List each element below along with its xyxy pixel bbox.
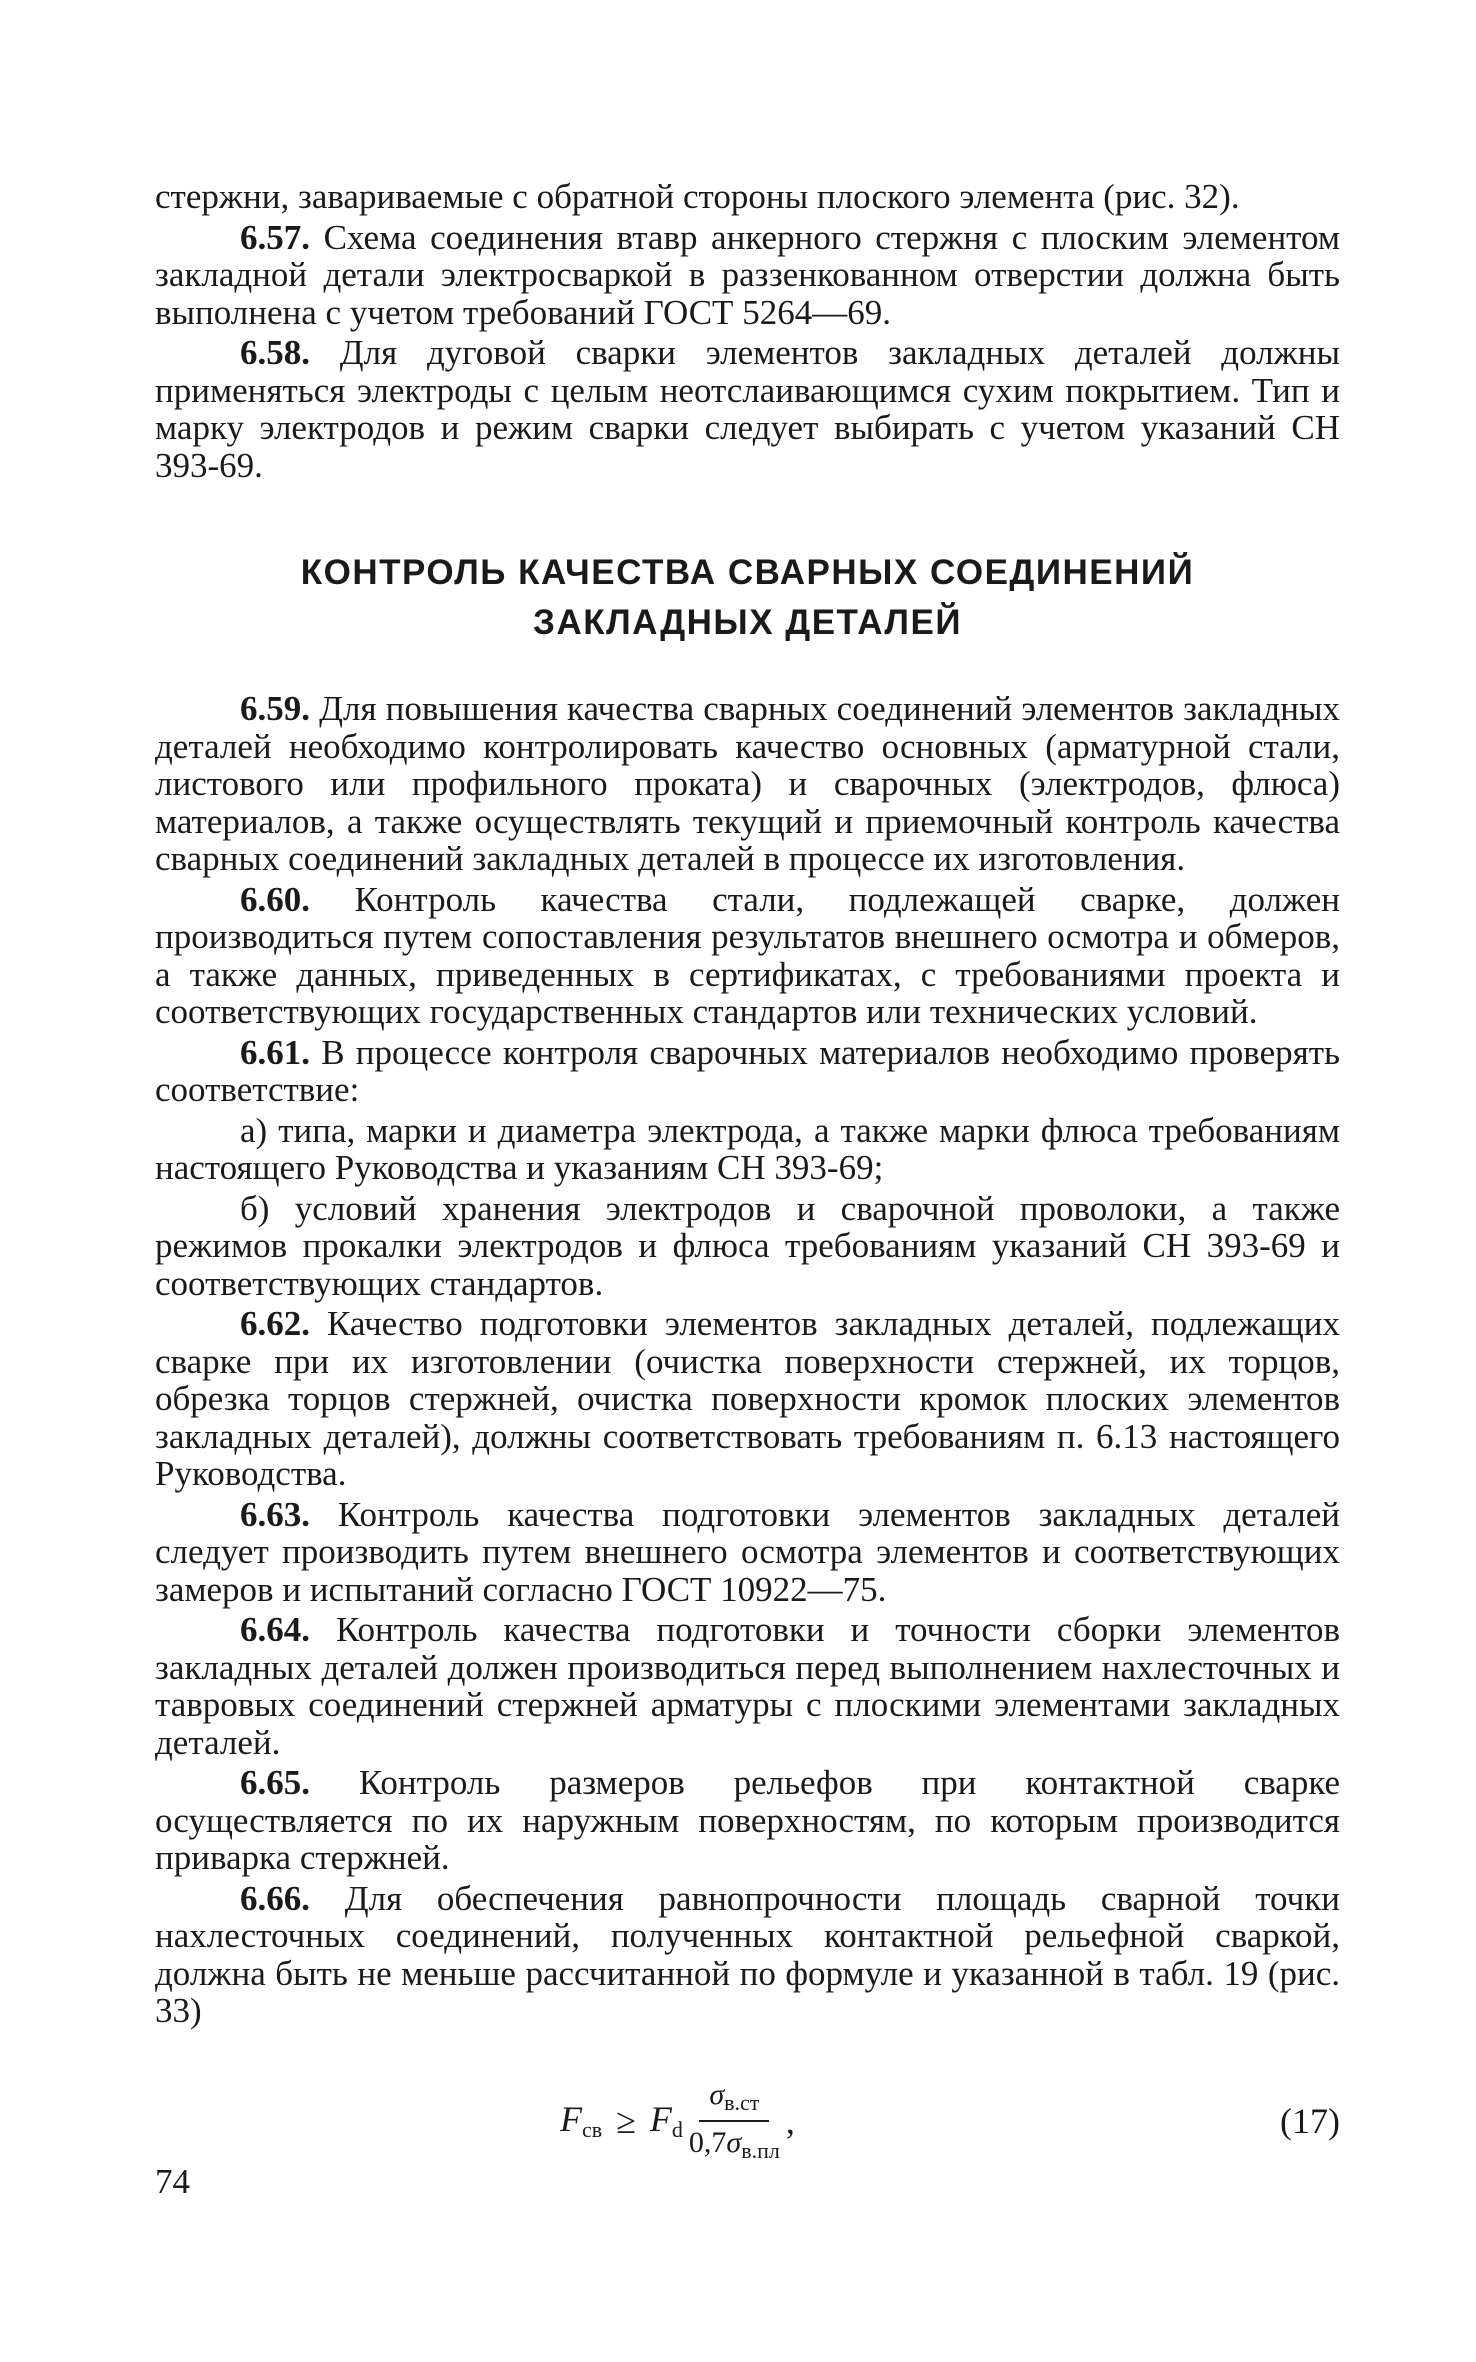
- formula-trailing-comma: ,: [785, 2100, 795, 2141]
- section-top: [155, 178, 1340, 484]
- paragraph-661a: [155, 1112, 1340, 1187]
- page-number: 74: [155, 2162, 190, 2201]
- paragraph-cont: [155, 178, 1340, 216]
- paragraph-text: б) условий хранения электродов и сварочной проволоки, а также режимов прокалки электродов и флюса требованиям указаний СН 393-69 и соответствующих стандартов.: [155, 1188, 1340, 1303]
- paragraph-658: [155, 334, 1340, 484]
- clause-number: 6.65.: [240, 1763, 310, 1802]
- paragraph-665: [155, 1764, 1340, 1877]
- paragraph-text: Для повышения качества сварных соединений элементов закладных деталей необходимо контролировать качество основных (арматурной стали, листового или профильного проката) и сварочных (электродов, флюса) материалов, а также осуществлять текущий и приемочный контроль качества сварных соединений закладных деталей в процессе их изготовления.: [155, 689, 1340, 878]
- formula-17: [560, 2066, 795, 2176]
- paragraph-text: Контроль качества подготовки и точности сборки элементов закладных деталей должен производиться перед выполнением нахлесточных и тавровых соединений стержней арматуры с плоскими элементами закладных деталей.: [155, 1610, 1340, 1762]
- clause-number: 6.57.: [240, 217, 310, 257]
- clause-number: 6.59.: [240, 689, 310, 728]
- clause-number: 6.61.: [240, 1032, 310, 1072]
- formula-rhs: $F_d$: [649, 2099, 683, 2142]
- clause-number: 6.64.: [240, 1610, 310, 1649]
- paragraph-659: [155, 690, 1340, 878]
- paragraph-text: Схема соединения втавр анкерного стержня с плоским элементом закладной детали электросваркой в раззенкованном отверстии должна быть выполнена с учетом требований ГОСТ 5264—69.: [155, 217, 1340, 332]
- page-body: [155, 178, 1340, 2176]
- paragraph-text: стержни, завариваемые с обратной стороны плоского элемента (рис. 32).: [155, 177, 1240, 216]
- formula-denominator: $0,7\sigma_{в.пл}$: [688, 2125, 780, 2163]
- formula-row: [155, 2066, 1340, 2176]
- paragraph-text: Для дуговой сварки элементов закладных деталей должны применяться электроды с целым неотслаивающимся сухим покрытием. Тип и марку электродов и режим сварки следует выбирать с учетом указаний СН 393-69.: [155, 333, 1340, 485]
- heading-line-2: ЗАКЛАДНЫХ ДЕТАЛЕЙ: [533, 603, 962, 642]
- clause-number: 6.60.: [240, 879, 310, 919]
- paragraph-text: Качество подготовки элементов закладных деталей, подлежащих сварке при их изготовлении (очистка поверхности стержней, их торцов, обрезка торцов стержней, очистка поверхности кромок плоских элементов закладных деталей), должны соответствовать требованиям п. 6.13 настоящего Руководства.: [155, 1304, 1340, 1493]
- formula-numerator: $\sigma_{в.ст}$: [699, 2078, 769, 2122]
- paragraph-text: Для обеспечения равнопрочности площадь сварной точки нахлесточных соединений, полученных контактной рельефной сваркой, должна быть не меньше рассчитанной по формуле и указанной в табл. 19 (рис. 33): [155, 1878, 1340, 2030]
- clause-number: 6.63.: [240, 1494, 310, 1534]
- section-heading: [155, 548, 1340, 648]
- paragraph-660: [155, 881, 1340, 1031]
- equation-number: (17): [1280, 2100, 1340, 2141]
- section-main: [155, 690, 1340, 2030]
- paragraph-text: а) типа, марки и диаметра электрода, а также марки флюса требованиям настоящего Руководства и указаниям СН 393-69;: [155, 1110, 1340, 1187]
- formula-fraction: [689, 2078, 780, 2164]
- paragraph-662: [155, 1305, 1340, 1493]
- paragraph-661: [155, 1034, 1340, 1109]
- paragraph-text: Контроль качества стали, подлежащей сварке, должен производиться путем сопоставления результатов внешнего осмотра и обмеров, а также данных, приведенных в сертификатах, с требованиями проекта и соответствующих государственных стандартов или технических условий.: [155, 879, 1340, 1031]
- paragraph-664: [155, 1611, 1340, 1761]
- paragraph-663: [155, 1496, 1340, 1609]
- paragraph-text: Контроль качества подготовки элементов закладных деталей следует производить путем внешнего осмотра элементов и соответствующих замеров и испытаний согласно ГОСТ 10922—75.: [155, 1494, 1340, 1609]
- formula-operator: ≥: [616, 2100, 636, 2141]
- clause-number: 6.62.: [240, 1304, 310, 1343]
- formula-lhs: $F_{св}$: [560, 2099, 603, 2142]
- paragraph-text: В процессе контроля сварочных материалов необходимо проверять соответствие:: [155, 1032, 1340, 1109]
- heading-line-1: КОНТРОЛЬ КАЧЕСТВА СВАРНЫХ СОЕДИНЕНИЙ: [300, 553, 1195, 592]
- paragraph-657: [155, 219, 1340, 332]
- clause-number: 6.58.: [240, 333, 310, 372]
- paragraph-text: Контроль размеров рельефов при контактной сварке осуществляется по их наружным поверхностям, по которым производится приварка стержней.: [155, 1763, 1340, 1877]
- clause-number: 6.66.: [240, 1878, 310, 1918]
- paragraph-661b: [155, 1190, 1340, 1303]
- paragraph-666: [155, 1880, 1340, 2030]
